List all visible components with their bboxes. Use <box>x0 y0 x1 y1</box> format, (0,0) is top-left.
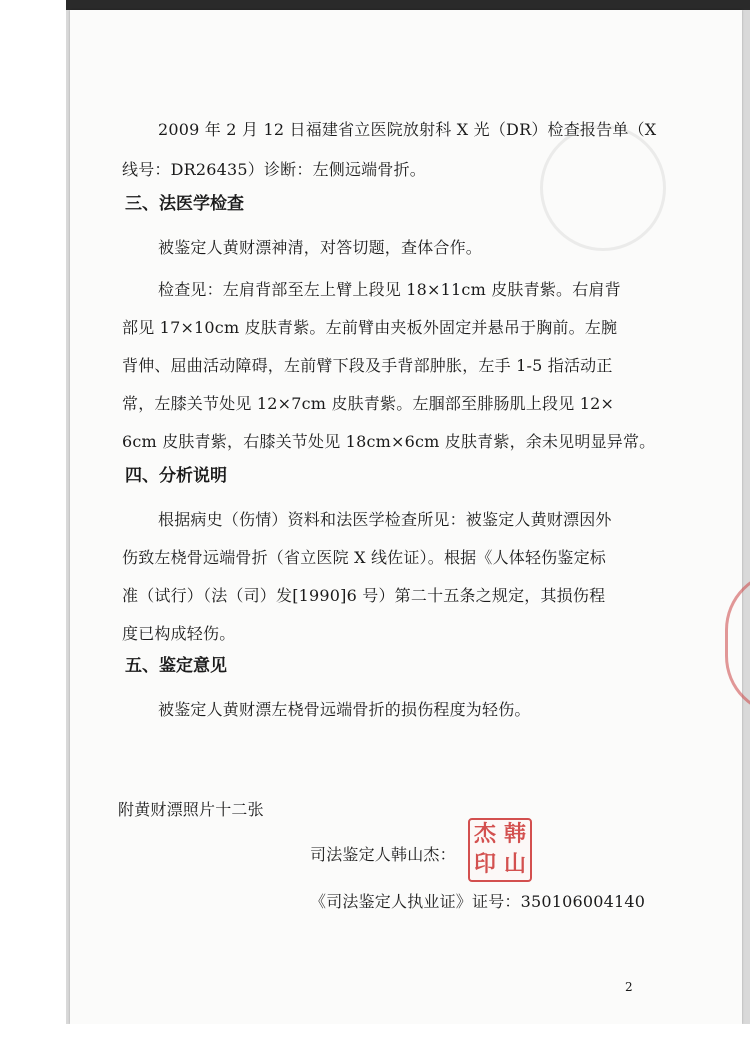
appraiser-signature-label: 司法鉴定人韩山杰： <box>310 845 456 864</box>
seal-char: 山 <box>503 851 526 877</box>
section-3-line-3: 背伸、屈曲活动障碍，左前臂下段及手背部肿胀，左手 1-5 指活动正 <box>122 356 613 375</box>
section-3-line-5: 6cm 皮肤青紫，右膝关节处见 18cm×6cm 皮肤青紫，余未见明显异常。 <box>122 432 656 451</box>
document-page <box>70 10 742 1024</box>
section-3-line-1: 检查见：左肩背部至左上臂上段见 18×11cm 皮肤青紫。右肩背 <box>158 280 621 299</box>
page-number: 2 <box>625 980 633 994</box>
attachment-note: 附黄财漂照片十二张 <box>118 800 264 819</box>
report-line-1: 2009 年 2 月 12 日福建省立医院放射科 X 光（DR）检查报告单（X <box>158 120 657 139</box>
seal-char: 韩 <box>503 821 526 847</box>
section-4-heading: 四、分析说明 <box>125 466 227 486</box>
section-4-line-1: 根据病史（伤情）资料和法医学检查所见：被鉴定人黄财漂因外 <box>158 510 612 529</box>
section-5-heading: 五、鉴定意见 <box>125 656 227 676</box>
appraiser-seal <box>468 818 532 882</box>
section-5-paragraph: 被鉴定人黄财漂左桡骨远端骨折的损伤程度为轻伤。 <box>158 700 531 719</box>
edge-stamp <box>725 570 750 716</box>
section-3-heading: 三、法医学检查 <box>125 194 244 214</box>
license-number: 《司法鉴定人执业证》证号：350106004140 <box>310 892 646 911</box>
scan-bottom-margin <box>0 1024 750 1050</box>
seal-char: 杰 <box>473 821 496 847</box>
scan-left-margin <box>0 0 66 1050</box>
section-4-line-2: 伤致左桡骨远端骨折（省立医院 X 线佐证）。根据《人体轻伤鉴定标 <box>122 548 606 567</box>
section-4-line-4: 度已构成轻伤。 <box>122 624 236 643</box>
section-4-line-3: 准（试行）（法（司）发[1990]6 号）第二十五条之规定，其损伤程 <box>122 586 606 605</box>
seal-char: 印 <box>473 851 496 877</box>
section-3-line-2: 部见 17×10cm 皮肤青紫。左前臂由夹板外固定并悬吊于胸前。左腕 <box>122 318 618 337</box>
report-line-2: 线号：DR26435）诊断：左侧远端骨折。 <box>122 160 426 179</box>
section-3-paragraph-1: 被鉴定人黄财漂神清，对答切题，查体合作。 <box>158 238 483 257</box>
section-3-line-4: 常，左膝关节处见 12×7cm 皮肤青紫。左腘部至腓肠肌上段见 12× <box>122 394 615 413</box>
bleed-through-stamp <box>540 125 666 251</box>
scan-top-edge <box>66 0 750 10</box>
